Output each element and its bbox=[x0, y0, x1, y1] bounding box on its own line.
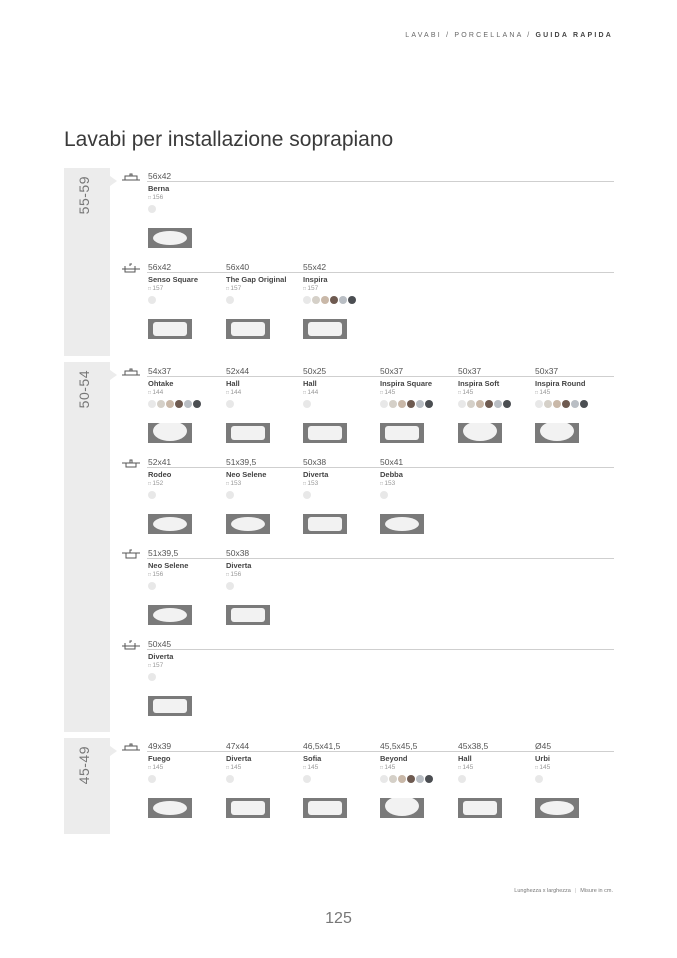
product-name: Debba bbox=[380, 470, 403, 479]
product-size: 50x41 bbox=[380, 457, 404, 467]
product-thumbnail[interactable] bbox=[148, 319, 192, 339]
product-code: □ 156 bbox=[148, 570, 220, 580]
finish-swatch bbox=[226, 582, 234, 590]
finish-swatch bbox=[398, 400, 406, 408]
product-name: Neo Selene bbox=[148, 561, 189, 570]
finish-swatch bbox=[380, 775, 388, 783]
product-size: Ø45 bbox=[535, 741, 552, 751]
basin-shape bbox=[308, 426, 342, 440]
product-code: □ 145 bbox=[535, 388, 607, 398]
product-name: Inspira Round bbox=[535, 379, 586, 388]
product-size: 56x42 bbox=[148, 262, 172, 272]
product-name: Neo Selene bbox=[226, 470, 267, 479]
basin-shape bbox=[463, 423, 497, 441]
finish-swatch bbox=[339, 296, 347, 304]
product-name: Inspira bbox=[303, 275, 328, 284]
product-code: □ 157 bbox=[303, 284, 375, 294]
finish-swatch bbox=[544, 400, 552, 408]
finish-swatches bbox=[380, 400, 452, 408]
finish-swatch bbox=[535, 400, 543, 408]
product-size: 52x41 bbox=[148, 457, 172, 467]
product-size: 54x37 bbox=[148, 366, 172, 376]
finish-swatch bbox=[312, 296, 320, 304]
basin-shape bbox=[153, 322, 187, 336]
product-name: Ohtake bbox=[148, 379, 174, 388]
finish-swatches bbox=[148, 400, 220, 408]
finish-swatch bbox=[226, 491, 234, 499]
finish-swatch bbox=[226, 296, 234, 304]
finish-swatch bbox=[580, 400, 588, 408]
finish-swatches bbox=[380, 775, 452, 783]
finish-swatches bbox=[148, 775, 220, 783]
finish-swatches bbox=[303, 400, 375, 408]
inset-icon bbox=[121, 458, 141, 470]
basin-shape bbox=[308, 801, 342, 815]
product-thumbnail[interactable] bbox=[226, 605, 270, 625]
product-code: □ 145 bbox=[535, 763, 607, 773]
product-code: □ 156 bbox=[148, 193, 220, 203]
basin-shape bbox=[153, 517, 187, 531]
band-pointer bbox=[110, 370, 117, 380]
product-size: 50x25 bbox=[303, 366, 327, 376]
product-item[interactable] bbox=[303, 262, 375, 342]
product-item[interactable] bbox=[148, 741, 220, 821]
breadcrumb-current: GUIDA RAPIDA bbox=[535, 32, 613, 39]
basin-shape bbox=[385, 798, 419, 816]
finish-swatches bbox=[148, 296, 220, 304]
product-item[interactable] bbox=[148, 262, 220, 342]
page-title: Lavabi per installazione soprapiano bbox=[64, 128, 394, 151]
finish-swatch bbox=[226, 775, 234, 783]
product-item[interactable] bbox=[148, 366, 220, 446]
product-size: 47x44 bbox=[226, 741, 250, 751]
finish-swatch bbox=[148, 205, 156, 213]
product-thumbnail[interactable] bbox=[380, 423, 424, 443]
finish-swatch bbox=[303, 775, 311, 783]
band-pointer bbox=[110, 176, 117, 186]
finish-swatch bbox=[166, 400, 174, 408]
product-thumbnail[interactable] bbox=[535, 423, 579, 443]
product-item[interactable] bbox=[226, 366, 298, 446]
finish-swatch bbox=[148, 582, 156, 590]
finish-swatch bbox=[407, 775, 415, 783]
product-item[interactable] bbox=[226, 457, 298, 537]
basin-shape bbox=[153, 801, 187, 815]
product-thumbnail[interactable] bbox=[148, 514, 192, 534]
product-thumbnail[interactable] bbox=[226, 798, 270, 818]
finish-swatches bbox=[303, 296, 375, 304]
finish-swatches bbox=[303, 491, 375, 499]
finish-swatch bbox=[303, 491, 311, 499]
product-name: Diverta bbox=[148, 652, 174, 661]
product-code: □ 145 bbox=[226, 763, 298, 773]
finish-swatches bbox=[148, 205, 220, 213]
basin-shape bbox=[153, 231, 187, 245]
finish-swatch bbox=[148, 491, 156, 499]
product-name: Diverta bbox=[303, 470, 329, 479]
product-thumbnail[interactable] bbox=[380, 798, 424, 818]
product-size: 49x39 bbox=[148, 741, 172, 751]
product-name: Berna bbox=[148, 184, 170, 193]
product-name: Fuego bbox=[148, 754, 171, 763]
product-row bbox=[121, 639, 614, 719]
product-size: 50x38 bbox=[226, 548, 250, 558]
product-size: 50x37 bbox=[535, 366, 559, 376]
product-thumbnail[interactable] bbox=[380, 514, 424, 534]
finish-swatches bbox=[226, 400, 298, 408]
product-name: Sofia bbox=[303, 754, 322, 763]
breadcrumb-lavabi: LAVABI bbox=[405, 32, 442, 39]
finish-swatch bbox=[321, 296, 329, 304]
basin-shape bbox=[231, 322, 265, 336]
finish-swatches bbox=[535, 400, 607, 408]
product-size: 46,5x41,5 bbox=[303, 741, 341, 751]
finish-swatch bbox=[425, 775, 433, 783]
basin-shape bbox=[153, 608, 187, 622]
product-thumbnail[interactable] bbox=[303, 423, 347, 443]
product-thumbnail[interactable] bbox=[303, 319, 347, 339]
product-code: □ 157 bbox=[226, 284, 298, 294]
finish-swatch bbox=[571, 400, 579, 408]
basin-shape bbox=[231, 608, 265, 622]
basin-shape bbox=[231, 426, 265, 440]
finish-swatches bbox=[535, 775, 607, 783]
product-thumbnail[interactable] bbox=[148, 228, 192, 248]
product-item[interactable] bbox=[380, 741, 452, 821]
breadcrumb-sep: / bbox=[523, 32, 536, 39]
finish-swatch bbox=[389, 400, 397, 408]
product-row bbox=[121, 366, 614, 446]
product-item[interactable] bbox=[380, 366, 452, 446]
finish-swatch bbox=[226, 400, 234, 408]
product-thumbnail[interactable] bbox=[303, 514, 347, 534]
finish-swatches bbox=[148, 673, 220, 681]
over-counter-icon bbox=[121, 742, 141, 754]
finish-swatch bbox=[416, 400, 424, 408]
finish-swatches bbox=[226, 491, 298, 499]
product-size: 56x40 bbox=[226, 262, 250, 272]
product-item[interactable] bbox=[226, 262, 298, 342]
product-row bbox=[121, 262, 614, 342]
finish-swatch bbox=[425, 400, 433, 408]
product-thumbnail[interactable] bbox=[226, 319, 270, 339]
product-size: 45x38,5 bbox=[458, 741, 489, 751]
product-thumbnail[interactable] bbox=[303, 798, 347, 818]
product-row bbox=[121, 548, 614, 628]
product-size: 56x42 bbox=[148, 171, 172, 181]
product-thumbnail[interactable] bbox=[226, 423, 270, 443]
finish-swatch bbox=[175, 400, 183, 408]
breadcrumb bbox=[405, 32, 613, 39]
finish-swatch bbox=[476, 400, 484, 408]
finish-swatch bbox=[494, 400, 502, 408]
finish-swatches bbox=[458, 400, 530, 408]
finish-swatch bbox=[303, 296, 311, 304]
product-code: □ 145 bbox=[303, 763, 375, 773]
finish-swatch bbox=[467, 400, 475, 408]
finish-swatch bbox=[485, 400, 493, 408]
product-thumbnail[interactable] bbox=[535, 798, 579, 818]
finish-swatch bbox=[535, 775, 543, 783]
product-item[interactable] bbox=[458, 741, 530, 821]
basin-shape bbox=[153, 699, 187, 713]
product-item[interactable] bbox=[303, 457, 375, 537]
product-size: 51x39,5 bbox=[148, 548, 179, 558]
finish-swatch bbox=[148, 296, 156, 304]
finish-swatches bbox=[458, 775, 530, 783]
product-code: □ 152 bbox=[148, 479, 220, 489]
product-name: Urbi bbox=[535, 754, 550, 763]
finish-swatch bbox=[503, 400, 511, 408]
product-item[interactable] bbox=[148, 548, 220, 628]
product-item[interactable] bbox=[148, 639, 220, 719]
finish-swatch bbox=[193, 400, 201, 408]
basin-shape bbox=[385, 426, 419, 440]
finish-swatch bbox=[303, 400, 311, 408]
undercounter-icon bbox=[121, 549, 141, 561]
footer-units: Misure in cm. bbox=[580, 888, 613, 894]
product-size: 52x44 bbox=[226, 366, 250, 376]
product-item[interactable] bbox=[535, 741, 607, 821]
product-name: Hall bbox=[303, 379, 317, 388]
product-name: Hall bbox=[226, 379, 240, 388]
product-name: Diverta bbox=[226, 754, 252, 763]
breadcrumb-porcellana: PORCELLANA bbox=[454, 32, 524, 39]
product-code: □ 153 bbox=[380, 479, 452, 489]
basin-shape bbox=[308, 517, 342, 531]
basin-shape bbox=[540, 423, 574, 441]
semi-recessed-icon bbox=[121, 640, 141, 652]
product-name: Senso Square bbox=[148, 275, 199, 284]
product-row bbox=[121, 171, 614, 251]
finish-swatches bbox=[226, 582, 298, 590]
footer-separator: | bbox=[574, 888, 577, 894]
finish-swatches bbox=[380, 491, 452, 499]
product-code: □ 144 bbox=[303, 388, 375, 398]
basin-shape bbox=[231, 801, 265, 815]
finish-swatch bbox=[458, 400, 466, 408]
product-code: □ 145 bbox=[148, 763, 220, 773]
product-code: □ 145 bbox=[380, 763, 452, 773]
basin-shape bbox=[540, 801, 574, 815]
product-code: □ 153 bbox=[226, 479, 298, 489]
product-item[interactable] bbox=[226, 741, 298, 821]
semi-recessed-icon bbox=[121, 263, 141, 275]
finish-swatches bbox=[148, 491, 220, 499]
finish-swatch bbox=[148, 775, 156, 783]
basin-shape bbox=[308, 322, 342, 336]
finish-swatches bbox=[226, 775, 298, 783]
over-counter-icon bbox=[121, 367, 141, 379]
finish-swatch bbox=[380, 400, 388, 408]
product-item[interactable] bbox=[535, 366, 607, 446]
product-item[interactable] bbox=[148, 171, 220, 251]
finish-swatch bbox=[407, 400, 415, 408]
size-range-band bbox=[64, 362, 110, 732]
product-name: The Gap Original bbox=[226, 275, 287, 284]
finish-swatch bbox=[458, 775, 466, 783]
basin-shape bbox=[231, 517, 265, 531]
finish-swatch bbox=[398, 775, 406, 783]
finish-swatch bbox=[157, 400, 165, 408]
product-item[interactable] bbox=[226, 548, 298, 628]
product-thumbnail[interactable] bbox=[458, 423, 502, 443]
size-range-label: 55-59 bbox=[76, 176, 92, 215]
product-code: □ 145 bbox=[458, 763, 530, 773]
footer-dims: Lunghezza x larghezza bbox=[514, 888, 571, 894]
product-size: 55x42 bbox=[303, 262, 327, 272]
product-item[interactable] bbox=[458, 366, 530, 446]
product-name: Inspira Square bbox=[380, 379, 433, 388]
product-size: 50x37 bbox=[458, 366, 482, 376]
product-size: 51x39,5 bbox=[226, 457, 257, 467]
product-item[interactable] bbox=[148, 457, 220, 537]
product-thumbnail[interactable] bbox=[226, 514, 270, 534]
product-thumbnail[interactable] bbox=[148, 423, 192, 443]
basin-shape bbox=[153, 423, 187, 441]
product-thumbnail[interactable] bbox=[148, 798, 192, 818]
finish-swatches bbox=[303, 775, 375, 783]
basin-shape bbox=[385, 517, 419, 531]
product-size: 50x45 bbox=[148, 639, 172, 649]
product-name: Diverta bbox=[226, 561, 252, 570]
size-range-label: 50-54 bbox=[76, 370, 92, 409]
finish-swatch bbox=[148, 400, 156, 408]
basin-shape bbox=[463, 801, 497, 815]
finish-swatches bbox=[148, 582, 220, 590]
finish-swatch bbox=[330, 296, 338, 304]
product-item[interactable] bbox=[303, 366, 375, 446]
finish-swatch bbox=[380, 491, 388, 499]
product-row bbox=[121, 457, 614, 537]
finish-swatch bbox=[416, 775, 424, 783]
finish-swatch bbox=[348, 296, 356, 304]
over-counter-icon bbox=[121, 172, 141, 184]
product-code: □ 145 bbox=[380, 388, 452, 398]
product-thumbnail[interactable] bbox=[148, 696, 192, 716]
size-range-band bbox=[64, 168, 110, 356]
product-code: □ 145 bbox=[458, 388, 530, 398]
product-code: □ 144 bbox=[148, 388, 220, 398]
product-name: Rodeo bbox=[148, 470, 172, 479]
product-size: 45,5x45,5 bbox=[380, 741, 418, 751]
product-size: 50x38 bbox=[303, 457, 327, 467]
product-code: □ 157 bbox=[148, 661, 220, 671]
product-code: □ 156 bbox=[226, 570, 298, 580]
product-name: Inspira Soft bbox=[458, 379, 500, 388]
product-thumbnail[interactable] bbox=[148, 605, 192, 625]
product-row bbox=[121, 741, 614, 821]
footer-note bbox=[514, 888, 613, 894]
finish-swatch bbox=[553, 400, 561, 408]
product-code: □ 144 bbox=[226, 388, 298, 398]
page-number: 125 bbox=[325, 910, 352, 927]
finish-swatches bbox=[226, 296, 298, 304]
product-name: Beyond bbox=[380, 754, 408, 763]
band-pointer bbox=[110, 746, 117, 756]
breadcrumb-sep: / bbox=[441, 32, 455, 39]
product-size: 50x37 bbox=[380, 366, 404, 376]
size-range-band bbox=[64, 738, 110, 834]
product-code: □ 157 bbox=[148, 284, 220, 294]
finish-swatch bbox=[184, 400, 192, 408]
product-thumbnail[interactable] bbox=[458, 798, 502, 818]
finish-swatch bbox=[389, 775, 397, 783]
size-range-label: 45-49 bbox=[76, 746, 92, 785]
product-item[interactable] bbox=[380, 457, 452, 537]
product-name: Hall bbox=[458, 754, 472, 763]
product-code: □ 153 bbox=[303, 479, 375, 489]
product-item[interactable] bbox=[303, 741, 375, 821]
finish-swatch bbox=[148, 673, 156, 681]
finish-swatch bbox=[562, 400, 570, 408]
